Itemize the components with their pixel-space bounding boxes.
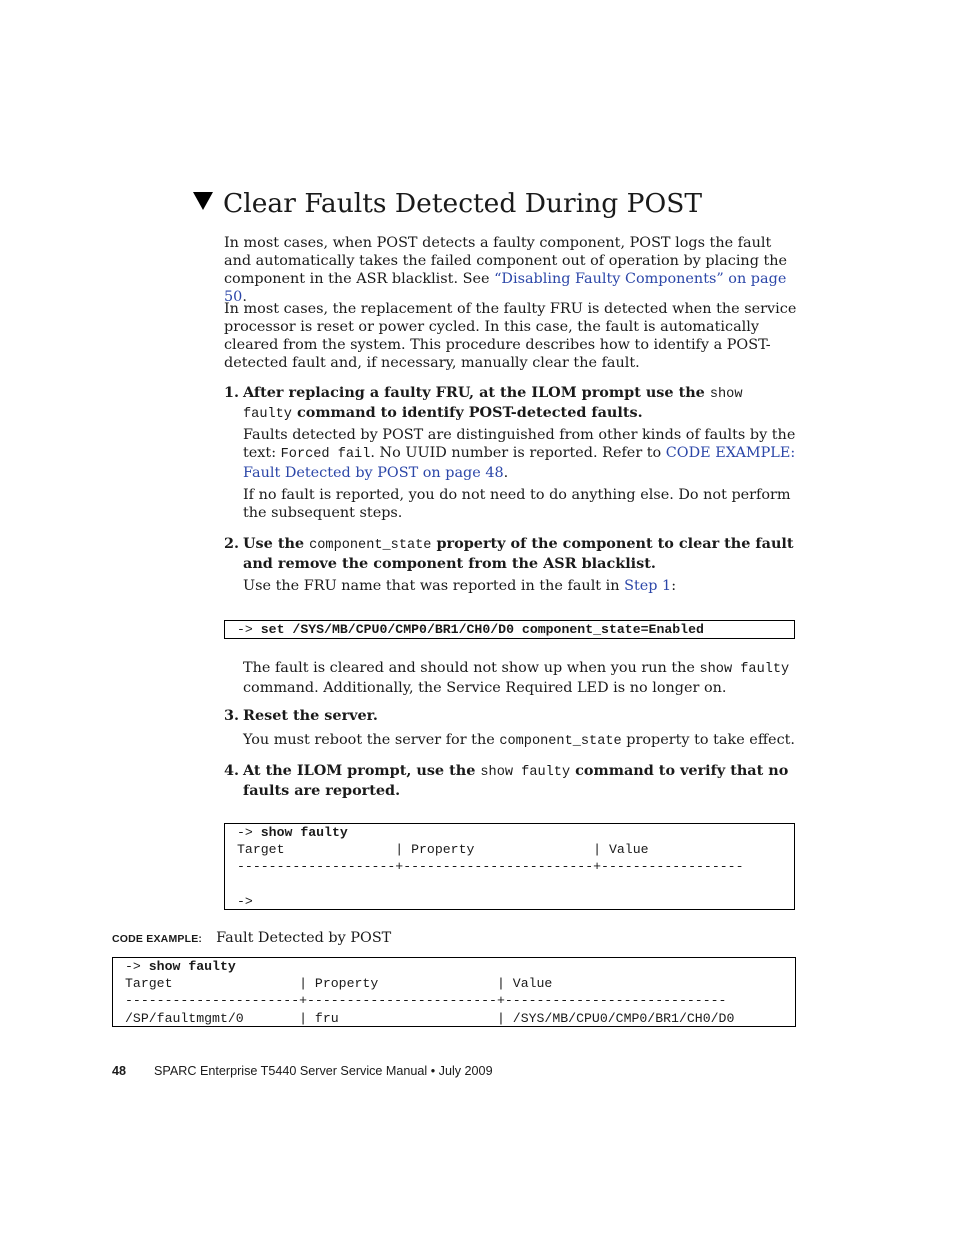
code-example-box: -> show faulty Target | Property | Value ----------------------+------------------------+---------------------------- /SP/faultmgmt/0 | fru | /SYS/MB/CPU0/CMP0/BR1/CH0/D0 — [112, 957, 796, 1027]
heading-text: Clear Faults Detected During POST — [223, 188, 703, 219]
step-4: 4. At the ILOM prompt, use the show faulty command to verify that no faults are reported. — [224, 762, 789, 800]
step-2: 2. Use the component_state property of the component to clear the fault and remove the component from the ASR blacklist. — [224, 535, 794, 573]
manual-title: SPARC Enterprise T5440 Server Service Manual — [154, 1064, 428, 1078]
command-box-set: -> set /SYS/MB/CPU0/CMP0/BR1/CH0/D0 component_state=Enabled — [224, 620, 795, 639]
step-1: 1. After replacing a faulty FRU, at the ILOM prompt use the show faulty command to identify POST-detected faults. — [224, 384, 743, 423]
command-output-box: -> show faulty Target | Property | Value --------------------+------------------------+------------------ -> — [224, 823, 795, 910]
page-number: 48 — [112, 1064, 127, 1078]
step-1-body-2: If no fault is reported, you do not need to do anything else. Do not perform the subsequent steps. — [243, 487, 791, 522]
step-3-body: You must reboot the server for the component_state property to take effect. — [243, 732, 795, 749]
triangle-bullet-icon — [193, 192, 213, 210]
step-2-body-2: The fault is cleared and should not show up when you run the show faulty command. Additionally, the Service Required LED is no longer on. — [243, 660, 790, 697]
step-2-body-1: Use the FRU name that was reported in the fault in Step 1: — [243, 578, 677, 594]
intro-paragraph-1: In most cases, when POST detects a faulty component, POST logs the fault and automatically takes the failed component out of operation by placing the component in the ASR blacklist. See “Disabling Faulty Components” on page 50. — [224, 235, 788, 306]
link-disabling-faulty-components[interactable]: “Disabling Faulty Components” on page 50 — [224, 271, 787, 306]
publication-date: July 2009 — [438, 1064, 493, 1078]
intro-paragraph-2: In most cases, the replacement of the faulty FRU is detected when the service processor is reset or power cycled. In this case, the fault is automatically cleared from the system. This procedure describes how to identify a POST-detected fault and, if necessary, manually clear the fault. — [224, 301, 797, 372]
section-heading — [193, 186, 702, 222]
link-step-1[interactable]: Step 1 — [624, 578, 672, 594]
step-1-body-1: Faults detected by POST are distinguished from other kinds of faults by the text: Forced fail. No UUID number is reported. Refer to CODE EXAMPLE: Fault Detected by POST on page 48. — [243, 427, 796, 482]
page-footer: 48 SPARC Enterprise T5440 Server Service Manual • July 2009 — [112, 1064, 493, 1078]
step-3: 3. Reset the server. — [224, 707, 378, 724]
code-example-caption: CODE EXAMPLE: Fault Detected by POST — [112, 930, 392, 946]
link-code-example[interactable]: CODE EXAMPLE: Fault Detected by POST on page 48 — [243, 445, 796, 482]
